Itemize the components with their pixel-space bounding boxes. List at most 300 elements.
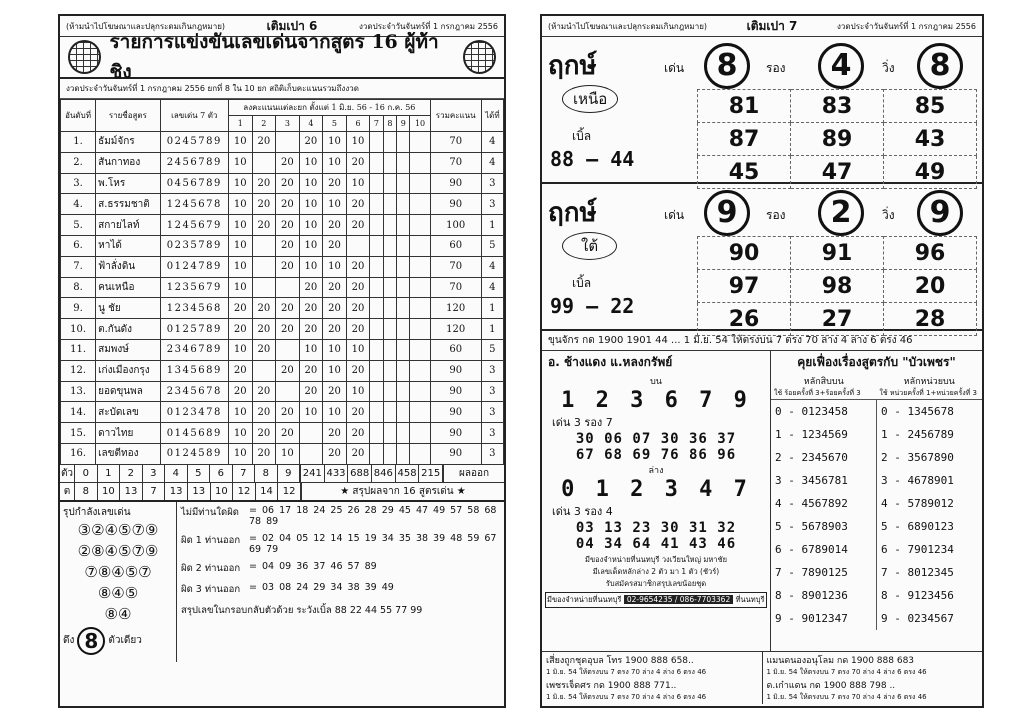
score-cell: 20	[346, 194, 370, 215]
rank-cell: 12.	[61, 360, 96, 381]
score-cell	[383, 319, 396, 340]
focus-digit: 8	[77, 627, 105, 655]
score-cell: 20	[299, 381, 323, 402]
formula-row: 4 - 5789012	[881, 497, 954, 510]
double-range: 88 – 44	[550, 147, 635, 171]
score-cell: 20	[346, 152, 370, 173]
score-cell: 10	[323, 132, 347, 153]
score-cell: 10	[323, 194, 347, 215]
grid-number: 91	[791, 237, 884, 270]
score-cell	[370, 423, 383, 444]
lead-line-2: เด่น 3 รอง 4	[552, 505, 613, 518]
summary-digit: 2	[120, 465, 143, 482]
score-cell: 20	[299, 319, 323, 340]
score-cell	[410, 152, 430, 173]
col-name: รายชื่อสูตร	[96, 100, 161, 132]
summary-digit: 1	[98, 465, 121, 482]
name-cell: หาได้	[96, 235, 161, 256]
score-cell	[410, 256, 430, 277]
miss-row	[181, 533, 500, 555]
score-cell	[397, 443, 410, 464]
formula-row: 8 - 9123456	[881, 589, 954, 602]
score-cell: 10	[229, 194, 253, 215]
score-cell: 20	[252, 443, 276, 464]
col-a-title: หลักสิบบน	[803, 377, 844, 387]
digits-cell: 2456789	[160, 152, 228, 173]
formula-row: 2 - 2345670	[775, 451, 848, 464]
score-cell: 10	[346, 381, 370, 402]
total-cell: 90	[430, 173, 481, 194]
formula-row: 3 - 3456781	[775, 474, 848, 487]
score-cell	[410, 277, 430, 298]
score-cell: 20	[299, 132, 323, 153]
issue-date: งวดประจำวันจันทร์ที่ 1 กรกฎาคม 2556	[359, 21, 498, 31]
total-cell: 90	[430, 402, 481, 423]
score-cell	[383, 423, 396, 444]
ad-4: ด.เก๋าแดน กด 1900 888 798 ..	[766, 681, 896, 691]
formula-row: 3 - 4678901	[881, 474, 954, 487]
miss-label: ผิด 3 ท่านออก	[181, 583, 241, 595]
phone-box	[545, 592, 767, 608]
score-cell	[383, 235, 396, 256]
score-cell	[383, 277, 396, 298]
formula-box	[771, 351, 982, 651]
ad-2-sub: 1 มิ.ย. 54 ให้ตรงบน 7 ตรง 70 ล่าง 4 ล่าง 6 ตรง 46	[546, 693, 707, 701]
south-block	[542, 184, 982, 331]
score-cell: 20	[276, 256, 300, 277]
rank-cell: 5.	[61, 215, 96, 236]
miss-value: = 03 08 24 29 34 38 39 49	[249, 581, 394, 593]
header-note: (ห้ามนำไปโฆษณาและปลุกระดมเกินกฎหมาย)	[548, 21, 707, 31]
score-cell: 20	[346, 215, 370, 236]
score-cell	[252, 360, 276, 381]
score-cell: 20	[299, 360, 323, 381]
digits-cell: 1234568	[160, 298, 228, 319]
top-label: บน	[650, 377, 662, 387]
power-row: ⑧④	[104, 604, 132, 623]
score-cell: 20	[323, 423, 347, 444]
snake-title: อ. ช้างแดง แ.หลงกรัพย์	[548, 355, 673, 369]
left-page	[58, 14, 506, 708]
total-cell: 120	[430, 319, 481, 340]
round-header: 5	[323, 116, 347, 132]
name-cell: พ.โหร	[96, 173, 161, 194]
name-cell: ธัมม์จักร	[96, 132, 161, 153]
miss-label: ผิด 1 ท่านออก	[181, 534, 241, 546]
rank-cell: 14.	[61, 402, 96, 423]
score-cell	[410, 402, 430, 423]
place-cell: 1	[481, 298, 503, 319]
formula-row: 2 - 3567890	[881, 451, 954, 464]
grid-number: 49	[884, 156, 977, 189]
region-badge: เหนือ	[562, 85, 618, 113]
summary-count: 8	[75, 483, 98, 500]
grid-number: 98	[791, 270, 884, 303]
score-cell	[397, 256, 410, 277]
col-digits: เลขเด่น 7 ตัว	[160, 100, 228, 132]
ad-3-sub: 1 มิ.ย. 54 ให้ตรงบน 7 ตรง 70 ล่าง 4 ล่าง 6 ตรง 46	[766, 668, 927, 676]
second-digit: 2	[818, 190, 864, 236]
page-number: เติมเปา 6	[266, 18, 318, 33]
score-cell: 20	[252, 132, 276, 153]
score-cell: 20	[299, 298, 323, 319]
score-cell: 20	[229, 298, 253, 319]
summary-count: 13	[120, 483, 143, 500]
rank-cell: 7.	[61, 256, 96, 277]
digits-cell: 0125789	[160, 319, 228, 340]
round-totals	[301, 465, 444, 482]
score-cell: 10	[346, 339, 370, 360]
formula-row: 4 - 4567892	[775, 497, 848, 510]
score-cell	[410, 319, 430, 340]
summary-digit: 3	[143, 465, 166, 482]
score-cell	[370, 443, 383, 464]
round-header: 4	[299, 116, 323, 132]
power-rows	[63, 520, 173, 625]
grid-number: 97	[698, 270, 791, 303]
grid-number: 85	[884, 90, 977, 123]
score-cell	[370, 132, 383, 153]
summary-digit: 6	[210, 465, 233, 482]
power-title: รุปกำลังเลขเด่น	[63, 506, 131, 518]
summary-digit: 7	[233, 465, 256, 482]
snake-box	[542, 351, 771, 651]
round-header: 9	[397, 116, 410, 132]
rank-cell: 8.	[61, 277, 96, 298]
place-cell: 4	[481, 152, 503, 173]
table-row	[61, 319, 504, 340]
digits-cell: 0235789	[160, 235, 228, 256]
total-cell: 90	[430, 360, 481, 381]
place-cell: 5	[481, 339, 503, 360]
round-header: 6	[346, 116, 370, 132]
score-cell: 20	[323, 173, 347, 194]
col-b	[877, 400, 982, 630]
formula-row: 6 - 6789014	[775, 543, 848, 556]
total-cell: 90	[430, 194, 481, 215]
score-cell: 20	[276, 173, 300, 194]
score-cell	[370, 381, 383, 402]
formula-title: คุยเฟื่องเรื่องสูตรกับ "บัวเพชร"	[797, 355, 956, 369]
grid-number: 47	[791, 156, 884, 189]
score-cell	[370, 298, 383, 319]
total-cell: 90	[430, 423, 481, 444]
grid-row	[698, 303, 977, 336]
place-cell: 3	[481, 360, 503, 381]
score-cell	[397, 132, 410, 153]
grid-number: 45	[698, 156, 791, 189]
score-cell: 20	[346, 402, 370, 423]
grid-number: 20	[884, 270, 977, 303]
formula-row: 1 - 2456789	[881, 428, 954, 441]
table-row	[61, 235, 504, 256]
score-cell	[397, 194, 410, 215]
total-cell: 60	[430, 235, 481, 256]
table-row	[61, 423, 504, 444]
formula-row: 8 - 8901236	[775, 589, 848, 602]
formula-row: 7 - 8012345	[881, 566, 954, 579]
name-cell: สกายไลท์	[96, 215, 161, 236]
score-cell: 10	[299, 194, 323, 215]
lead-line: เด่น 3 รอง 7	[552, 416, 613, 429]
name-cell: นู ชัย	[96, 298, 161, 319]
place-cell: 3	[481, 381, 503, 402]
formula-row: 0 - 0123458	[775, 405, 848, 418]
table-row	[61, 277, 504, 298]
score-cell	[370, 319, 383, 340]
grid-number: 26	[698, 303, 791, 336]
score-cell: 20	[252, 194, 276, 215]
digit-summary	[60, 465, 504, 483]
score-cell: 20	[252, 381, 276, 402]
pairs-1: 30 06 07 30 36 37	[575, 431, 737, 447]
place-cell: 1	[481, 215, 503, 236]
score-cell	[397, 319, 410, 340]
score-cell	[370, 194, 383, 215]
score-cell: 20	[252, 339, 276, 360]
south-grid	[697, 236, 977, 336]
score-cell: 10	[229, 256, 253, 277]
round-total: 688	[348, 465, 372, 482]
miss-row	[181, 561, 500, 576]
conclusion: สรุปเลขในกรอบกลับตัวด้วย ระวังเบิ้ล 88 22 44 55 77 99	[181, 604, 423, 616]
score-cell: 10	[229, 173, 253, 194]
score-cell	[410, 339, 430, 360]
score-cell: 10	[323, 339, 347, 360]
focus-prefix: ดึง	[63, 635, 75, 647]
score-cell	[397, 152, 410, 173]
name-cell: เลขตีทอง	[96, 443, 161, 464]
rank-cell: 13.	[61, 381, 96, 402]
ad-4-sub: 1 มิ.ย. 54 ให้ตรงบน 7 ตรง 70 ล่าง 4 ล่าง 6 ตรง 46	[766, 693, 927, 701]
score-cell: 20	[229, 319, 253, 340]
summary-digit: 9	[278, 465, 301, 482]
summary-count: 10	[98, 483, 121, 500]
power-row: ⑧④⑤	[97, 583, 139, 602]
score-cell	[370, 339, 383, 360]
credit-1: มีของจำหน่ายที่นนทบุรี วงเวียนใหญ่ มหาชัย	[585, 555, 727, 564]
counts-label: ต	[60, 483, 75, 500]
score-cell: 20	[252, 402, 276, 423]
formula-row: 5 - 5678903	[775, 520, 848, 533]
grid-number: 96	[884, 237, 977, 270]
ads	[542, 652, 982, 704]
score-cell: 10	[229, 402, 253, 423]
total-cell: 70	[430, 277, 481, 298]
grid-row	[698, 270, 977, 303]
place-cell: 5	[481, 235, 503, 256]
score-cell: 20	[323, 235, 347, 256]
place-cell: 3	[481, 423, 503, 444]
col-b-note: ใช้ หน่วยครั้งที่ 1+หน่วยครั้งที่ 3	[879, 389, 977, 397]
run-digit: 8	[917, 43, 963, 89]
summary-count: 14	[256, 483, 279, 500]
second-label: รอง	[766, 61, 786, 75]
credit-2: มีเลขเด็ดหลักล่าง 2 ตัว มา 1 ตัว (ชัวร์)	[592, 567, 720, 576]
miss-row	[181, 582, 500, 597]
score-cell	[346, 235, 370, 256]
round-total: 241	[301, 465, 325, 482]
round-total: 846	[372, 465, 396, 482]
score-cell	[383, 194, 396, 215]
grid-number: 27	[791, 303, 884, 336]
grid-number: 43	[884, 123, 977, 156]
score-cell	[397, 339, 410, 360]
summary-counts	[75, 483, 302, 500]
score-cell: 20	[323, 215, 347, 236]
grid-number: 81	[698, 90, 791, 123]
score-cell	[397, 235, 410, 256]
page-number: เติมเปา 7	[746, 18, 798, 33]
score-cell: 10	[299, 152, 323, 173]
grid-number: 89	[791, 123, 884, 156]
place-cell: 4	[481, 256, 503, 277]
score-cell	[383, 132, 396, 153]
digit-counts	[60, 483, 504, 502]
round-header: 3	[276, 116, 300, 132]
table-row	[61, 152, 504, 173]
score-cell: 10	[229, 152, 253, 173]
miss-list	[177, 502, 504, 662]
summary-digits	[75, 465, 301, 482]
score-cell	[410, 360, 430, 381]
power-row: ⑦⑧④⑤⑦	[84, 562, 152, 581]
top-digits: 1 2 3 6 7 9	[561, 388, 751, 413]
rank-cell: 9.	[61, 298, 96, 319]
page-title: รายการแข่งขันเลขเด่นจากสูตร 16 ผู้ท้าชิง	[109, 31, 439, 83]
north-grid	[697, 89, 977, 189]
score-cell: 10	[346, 132, 370, 153]
second-digit: 4	[818, 43, 864, 89]
score-cell	[370, 215, 383, 236]
round-header: 2	[252, 116, 276, 132]
issue-date: งวดประจำวันจันทร์ที่ 1 กรกฎาคม 2556	[837, 21, 976, 31]
score-cell	[397, 402, 410, 423]
grid-number: 87	[698, 123, 791, 156]
name-cell: ส.ธรรมชาติ	[96, 194, 161, 215]
focus-suffix: ตัวเดียว	[108, 635, 142, 647]
pairs-3: 03 13 23 30 31 32	[575, 520, 737, 536]
grid-row	[698, 237, 977, 270]
score-cell: 20	[346, 256, 370, 277]
table-row	[61, 194, 504, 215]
score-cell: 10	[299, 402, 323, 423]
score-cell: 10	[229, 132, 253, 153]
score-cell: 20	[229, 381, 253, 402]
score-cell	[383, 298, 396, 319]
summary-count: 12	[233, 483, 256, 500]
score-cell	[410, 443, 430, 464]
score-cell	[383, 443, 396, 464]
summary-count: 13	[165, 483, 188, 500]
score-cell	[410, 423, 430, 444]
score-cell: 10	[229, 215, 253, 236]
summary-label: ตัว	[60, 465, 75, 482]
digits-cell: 2345678	[160, 381, 228, 402]
rank-cell: 2.	[61, 152, 96, 173]
place-cell: 3	[481, 173, 503, 194]
bottom-digits: 0 1 2 3 4 7	[561, 477, 751, 502]
col-place: ได้ที่	[481, 100, 503, 132]
score-cell: 10	[229, 443, 253, 464]
name-cell: ต.กันดัง	[96, 319, 161, 340]
score-cell: 20	[299, 277, 323, 298]
score-cell	[383, 360, 396, 381]
score-cell: 20	[323, 443, 347, 464]
result-label: ผลออก	[458, 467, 490, 479]
name-cell: สมพงษ์	[96, 339, 161, 360]
lead-label: เด่น	[664, 208, 685, 222]
score-cell: 10	[229, 423, 253, 444]
score-cell: 10	[299, 256, 323, 277]
formula-row: 6 - 7901234	[881, 543, 954, 556]
formula-row: 0 - 1345678	[881, 405, 954, 418]
round-total: 433	[325, 465, 349, 482]
score-cell	[383, 215, 396, 236]
score-cell: 20	[276, 360, 300, 381]
total-cell: 70	[430, 256, 481, 277]
place-cell: 4	[481, 132, 503, 153]
round-total: 458	[396, 465, 420, 482]
rank-cell: 11.	[61, 339, 96, 360]
score-cell: 10	[276, 443, 300, 464]
phone-suffix: ที่นนทบุรี	[735, 595, 765, 604]
score-cell: 20	[276, 235, 300, 256]
score-cell: 20	[346, 277, 370, 298]
score-cell: 20	[346, 319, 370, 340]
miss-row	[181, 505, 500, 527]
summary-digit: 0	[75, 465, 98, 482]
digits-cell: 0245789	[160, 132, 228, 153]
rank-cell: 3.	[61, 173, 96, 194]
name-cell: สันกาทอง	[96, 152, 161, 173]
title-banner	[60, 31, 504, 83]
name-cell: ยอดขุนพล	[96, 381, 161, 402]
score-cell	[410, 381, 430, 402]
rank-cell: 15.	[61, 423, 96, 444]
score-cell: 20	[252, 173, 276, 194]
score-cell: 20	[276, 319, 300, 340]
second-label: รอง	[766, 208, 786, 222]
score-cell	[370, 235, 383, 256]
score-cell: 20	[229, 360, 253, 381]
score-cell: 10	[229, 277, 253, 298]
score-cell	[276, 339, 300, 360]
total-cell: 70	[430, 132, 481, 153]
phone-number: 02-9654235 / 086-7703362	[624, 595, 733, 604]
score-cell: 20	[252, 319, 276, 340]
score-cell	[370, 277, 383, 298]
score-cell: 20	[323, 298, 347, 319]
ads-right	[763, 652, 983, 704]
summary-digit: 4	[165, 465, 188, 482]
score-cell	[383, 402, 396, 423]
total-cell: 100	[430, 215, 481, 236]
score-cell	[370, 256, 383, 277]
place-cell: 4	[481, 277, 503, 298]
miss-label: ผิด 2 ท่านออก	[181, 562, 241, 574]
run-label: วิ่ง	[882, 208, 895, 222]
formula-row: 9 - 9012347	[775, 612, 848, 625]
score-cell: 20	[346, 298, 370, 319]
ads-left	[542, 652, 763, 704]
globe-icon	[463, 40, 496, 74]
score-cell	[252, 152, 276, 173]
phone-prefix: มีของจำหน่ายที่นนทบุรี	[547, 595, 622, 604]
score-cell	[370, 402, 383, 423]
total-cell: 90	[430, 443, 481, 464]
double-label: เบิ้ล	[572, 129, 592, 143]
